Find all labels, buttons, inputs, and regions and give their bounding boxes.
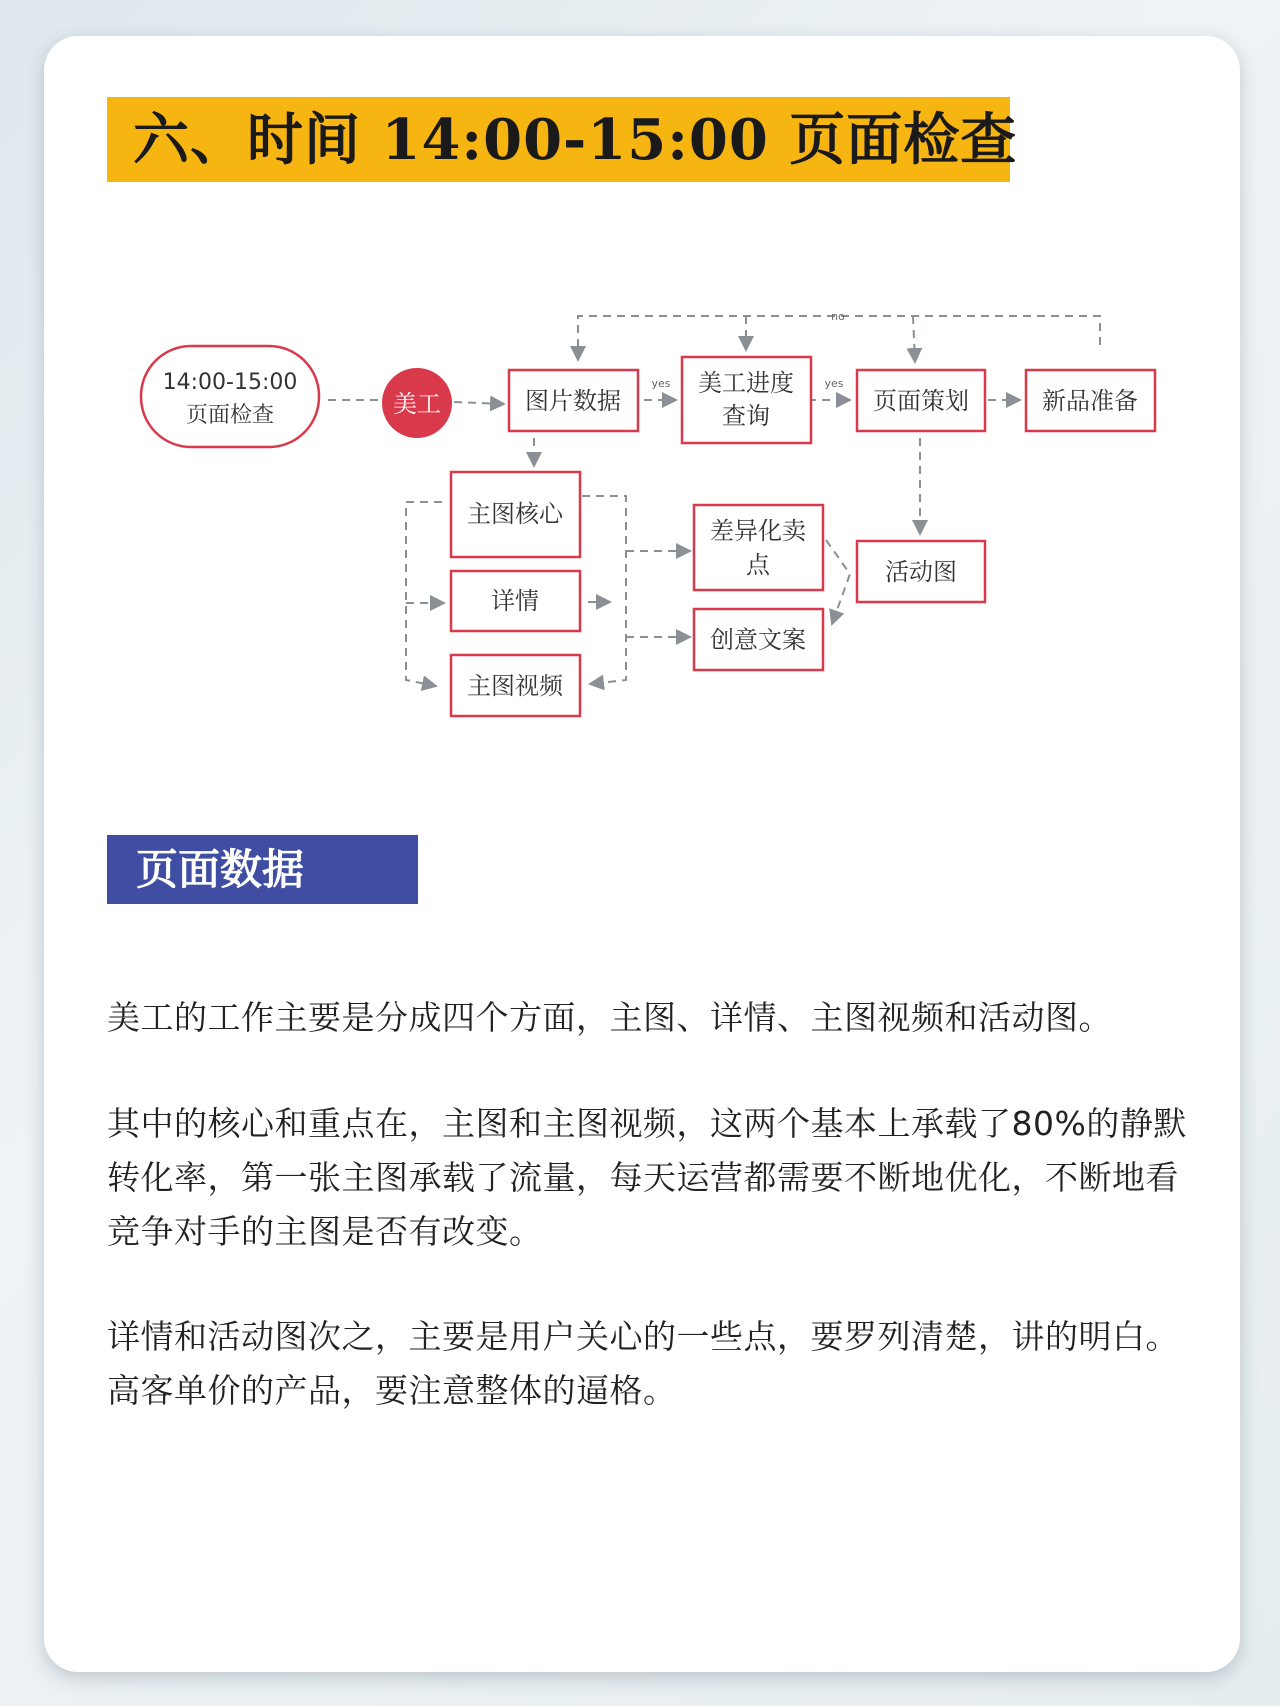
node-diff-label-2: 点 [746, 551, 770, 579]
node-copy-label: 创意文案 [710, 626, 806, 654]
node-progress-label-1: 美工进度 [698, 369, 794, 397]
start-label-task: 页面检查 [185, 403, 275, 428]
start-label-time: 14:00-15:00 [162, 370, 298, 395]
paragraph-1: 美工的工作主要是分成四个方面，主图、详情、主图视频和活动图。 [107, 998, 1112, 1037]
edge-label-yes-2: yes [824, 377, 844, 390]
edge-label-yes-1: yes [651, 377, 671, 390]
start-node [141, 346, 319, 447]
paragraph-3: 详情和活动图次之，主要是用户关心的一些点，要罗列清楚，讲的明白。高客单价的产品，要注意整体的逼格。 [107, 1317, 1179, 1410]
paragraph-2: 其中的核心和重点在，主图和主图视频，这两个基本上承载了80%的静默转化率，第一张主图承载了流量，每天运营都需要不断地优化，不断地看竞争对手的主图是否有改变。 [107, 1104, 1187, 1251]
page-title: 六、时间 14:00-15:00 页面检查 [133, 107, 1018, 173]
node-detail-label: 详情 [491, 587, 539, 615]
flowchart [0, 0, 1280, 760]
node-main-video-label: 主图视频 [467, 672, 563, 700]
node-page-plan-label: 页面策划 [873, 387, 969, 415]
node-main-image-label: 主图核心 [467, 500, 563, 528]
role-label: 美工 [393, 390, 441, 418]
node-progress-label-2: 查询 [722, 402, 770, 430]
edge-label-no: no [831, 310, 845, 323]
section-title: 页面数据 [136, 845, 305, 894]
node-diff-label-1: 差异化卖 [710, 517, 806, 545]
node-activity-label: 活动图 [885, 558, 957, 586]
node-new-product-label: 新品准备 [1042, 387, 1138, 415]
node-pic-data-label: 图片数据 [525, 387, 621, 415]
